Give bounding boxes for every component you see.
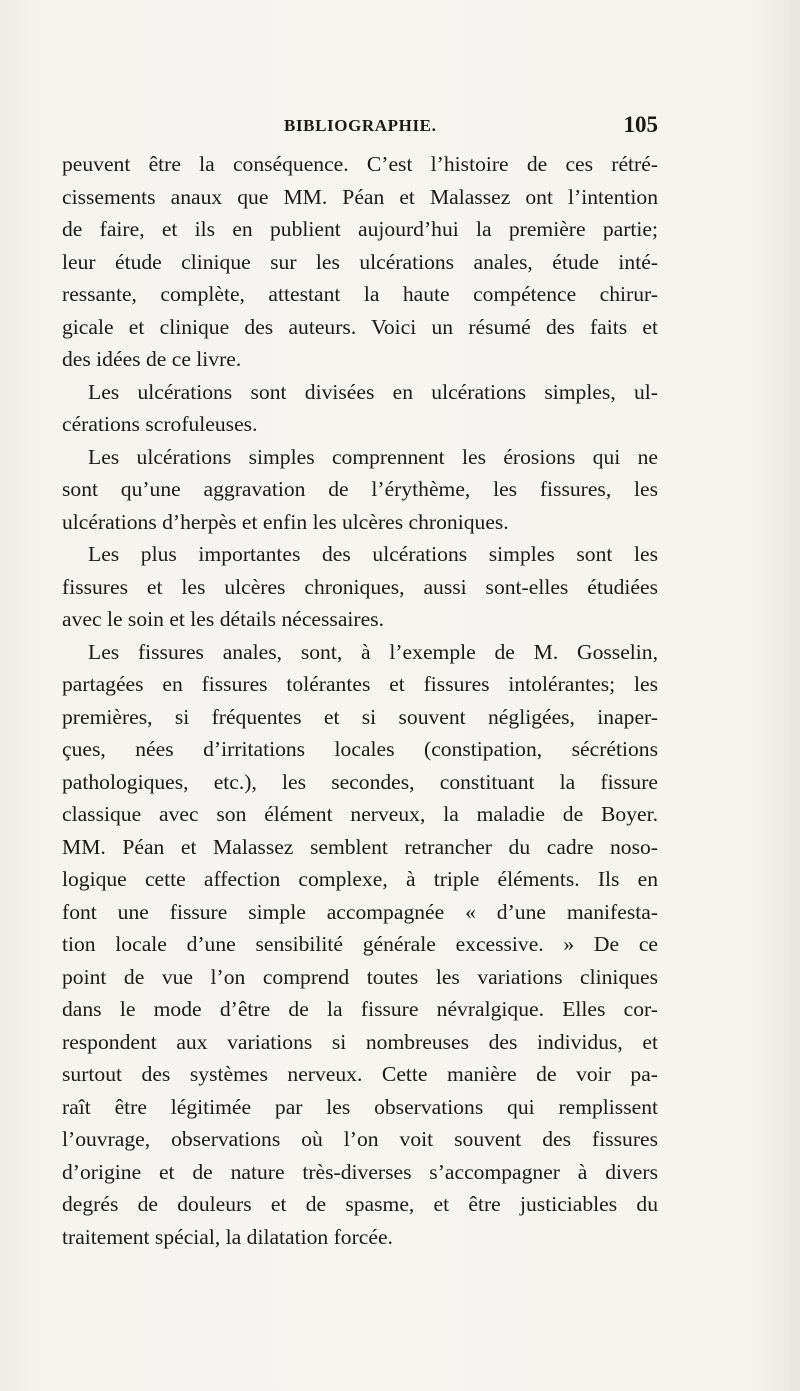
text-line: Les ulcérations simples comprennent les érosions qui ne [88,444,658,469]
text-line: tion locale d’une sensibilité générale excessive. » De ce [62,932,658,956]
text-line: pathologiques, etc.), les secondes, constituant la fissure [62,769,658,794]
text-line: point de vue l’on comprend toutes les variations cliniques [62,964,658,989]
text-line: d’origine et de nature très-diverses s’accompagner à divers [62,1159,658,1184]
running-title: BIBLIOGRAPHIE. [284,116,437,135]
text-line: fissures et les ulcères chroniques, aussi sont-elles étudiées [62,574,658,599]
text-line: Les fissures anales, sont, à l’exemple de M. Gosselin, [88,639,658,664]
text-line: MM. Péan et Malassez semblent retrancher du cadre noso- [62,834,658,859]
text-line: l’ouvrage, observations où l’on voit souvent des fissures [62,1127,658,1151]
text-line: Les plus importantes des ulcérations simples sont les [88,542,658,566]
text-line: çues, nées d’irritations locales (constipation, sécrétions [62,737,658,761]
page-number: 105 [623,112,658,137]
page-header [62,112,658,144]
text-line: Les ulcérations sont divisées en ulcérations simples, ul- [88,379,658,404]
text-line: premières, si fréquentes et si souvent négligées, inaper- [62,704,658,729]
text-line: surtout des systèmes nerveux. Cette manière de voir pa- [62,1062,658,1086]
text-line: ulcérations d’herpès et enfin les ulcères chroniques. [62,509,509,534]
text-line: ressante, complète, attestant la haute compétence chirur- [62,282,658,306]
text-line: respondent aux variations si nombreuses des individus, et [62,1029,658,1054]
text-line: gicale et clinique des auteurs. Voici un résumé des faits et [62,314,658,339]
text-line: raît être légitimée par les observations qui remplissent [62,1094,658,1119]
text-line: de faire, et ils en publient aujourd’hui la première partie; [62,217,658,241]
body-text [62,148,658,1253]
text-line: leur étude clinique sur les ulcérations anales, étude inté- [62,249,658,274]
text-line: dans le mode d’être de la fissure névralgique. Elles cor- [62,997,658,1021]
text-line: partagées en fissures tolérantes et fissures intolérantes; les [62,672,658,696]
text-line: traitement spécial, la dilatation forcée. [62,1224,393,1249]
text-line: cérations scrofuleuses. [62,412,258,436]
text-line: avec le soin et les détails nécessaires. [62,607,384,631]
text-line: peuvent être la conséquence. C’est l’histoire de ces rétré- [62,152,658,176]
text-line: classique avec son élément nerveux, la maladie de Boyer. [62,802,658,826]
text-line: sont qu’une aggravation de l’érythème, les fissures, les [62,477,658,501]
text-line: des idées de ce livre. [62,347,242,371]
text-line: degrés de douleurs et de spasme, et être justiciables du [62,1192,658,1216]
text-line: font une fissure simple accompagnée « d’une manifesta- [62,899,658,924]
text-line: logique cette affection complexe, à triple éléments. Ils en [62,867,658,891]
text-line: cissements anaux que MM. Péan et Malassez ont l’intention [62,184,658,209]
